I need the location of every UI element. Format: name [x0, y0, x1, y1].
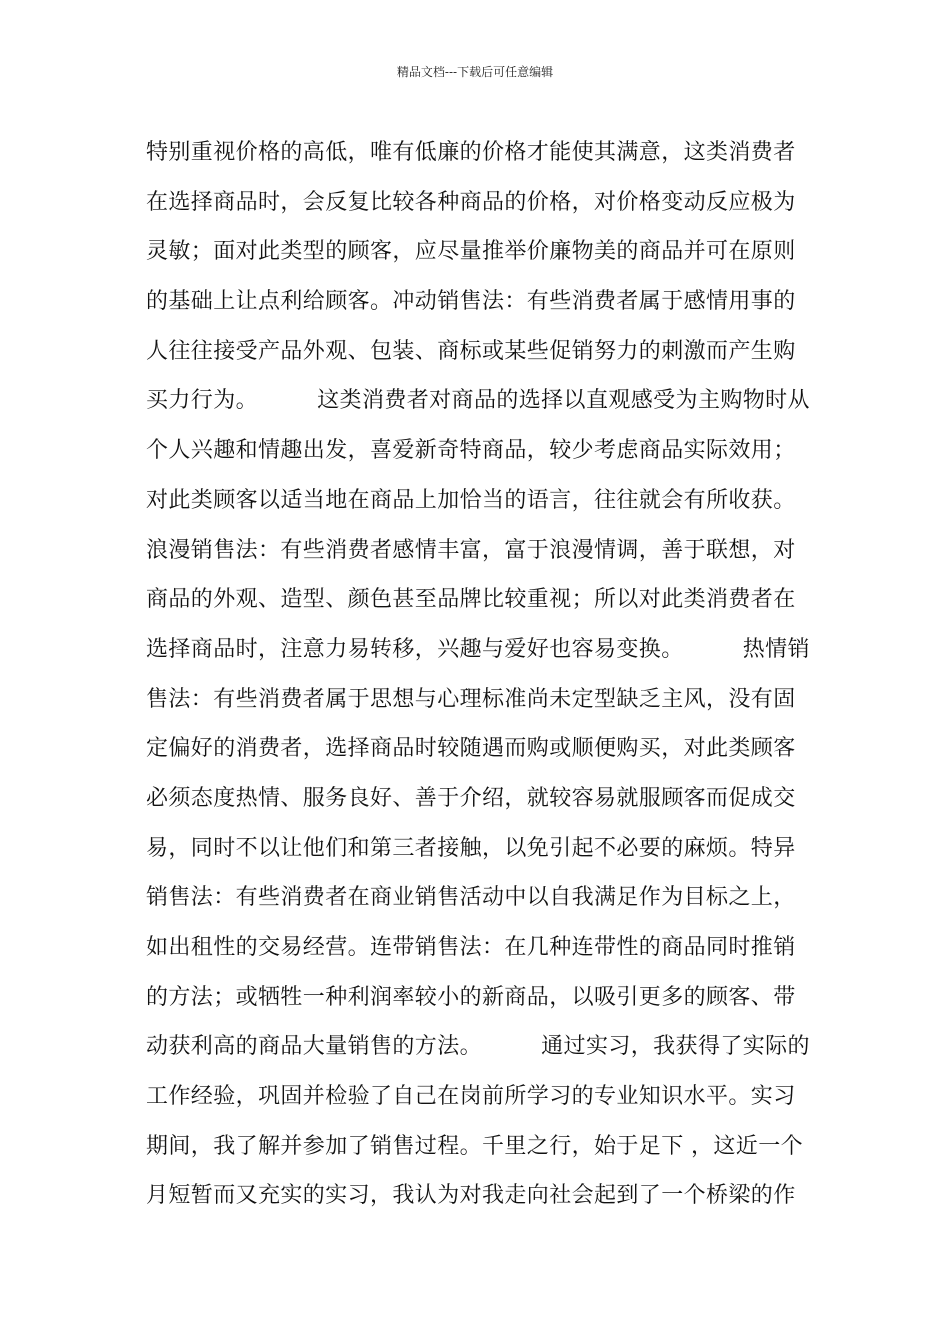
body-line: 灵敏；面对此类型的顾客，应尽量推举价廉物美的商品并可在原则 — [146, 239, 796, 265]
body-line: 定偏好的消费者，选择商品时较随遇而购或顺便购买，对此类顾客 — [146, 736, 796, 762]
body-line: 必须态度热情、服务良好、善于介绍，就较容易就服顾客而促成交 — [146, 785, 796, 811]
page-header: 精品文档---下载后可任意编辑 — [396, 65, 554, 79]
body-line: 在选择商品时，会反复比较各种商品的价格，对价格变动反应极为 — [146, 189, 796, 215]
body-line: 商品的外观、造型、颜色甚至品牌比较重视；所以对此类消费者在 — [146, 587, 796, 613]
body-line: 期间，我了解并参加了销售过程。千里之行，始于足下 ，这近一个 — [146, 1133, 803, 1159]
body-line: 选择商品时，注意力易转移，兴趣与爱好也容易变换。 热情销 — [146, 636, 810, 662]
body-line: 买力行为。 这类消费者对商品的选择以直观感受为主购物时从 — [146, 388, 810, 414]
body-line: 对此类顾客以适当地在商品上加恰当的语言，往往就会有所收获。 — [146, 487, 796, 513]
body-line: 如出租性的交易经营。连带销售法：在几种连带性的商品同时推销 — [146, 935, 796, 960]
body-line: 个人兴趣和情趣出发，喜爱新奇特商品，较少考虑商品实际效用； — [146, 438, 796, 464]
body-line: 人往往接受产品外观、包装、商标或某些促销努力的刺激而产生购 — [146, 338, 796, 364]
body-line: 工作经验，巩固并检验了自己在岗前所学习的专业知识水平。实习 — [146, 1084, 796, 1110]
body-line: 销售法：有些消费者在商业销售活动中以自我满足作为目标之上， — [146, 885, 796, 911]
document-body — [146, 128, 826, 1221]
body-line: 月短暂而又充实的实习，我认为对我走向社会起到了一个桥梁的作 — [146, 1183, 796, 1209]
body-line: 动获利高的商品大量销售的方法。 通过实习，我获得了实际的 — [146, 1034, 810, 1060]
body-line: 易，同时不以让他们和第三者接触，以免引起不必要的麻烦。特异 — [146, 835, 796, 861]
body-line: 浪漫销售法：有些消费者感情丰富，富于浪漫情调，善于联想，对 — [146, 537, 796, 563]
body-line: 的基础上让点利给顾客。冲动销售法：有些消费者属于感情用事的 — [146, 289, 796, 315]
body-line: 售法：有些消费者属于思想与心理标准尚未定型缺乏主风，没有固 — [146, 686, 796, 712]
body-line: 特别重视价格的高低，唯有低廉的价格才能使其满意，这类消费者 — [146, 140, 796, 165]
body-line: 的方法；或牺牲一种利润率较小的新商品，以吸引更多的顾客、带 — [146, 984, 796, 1010]
